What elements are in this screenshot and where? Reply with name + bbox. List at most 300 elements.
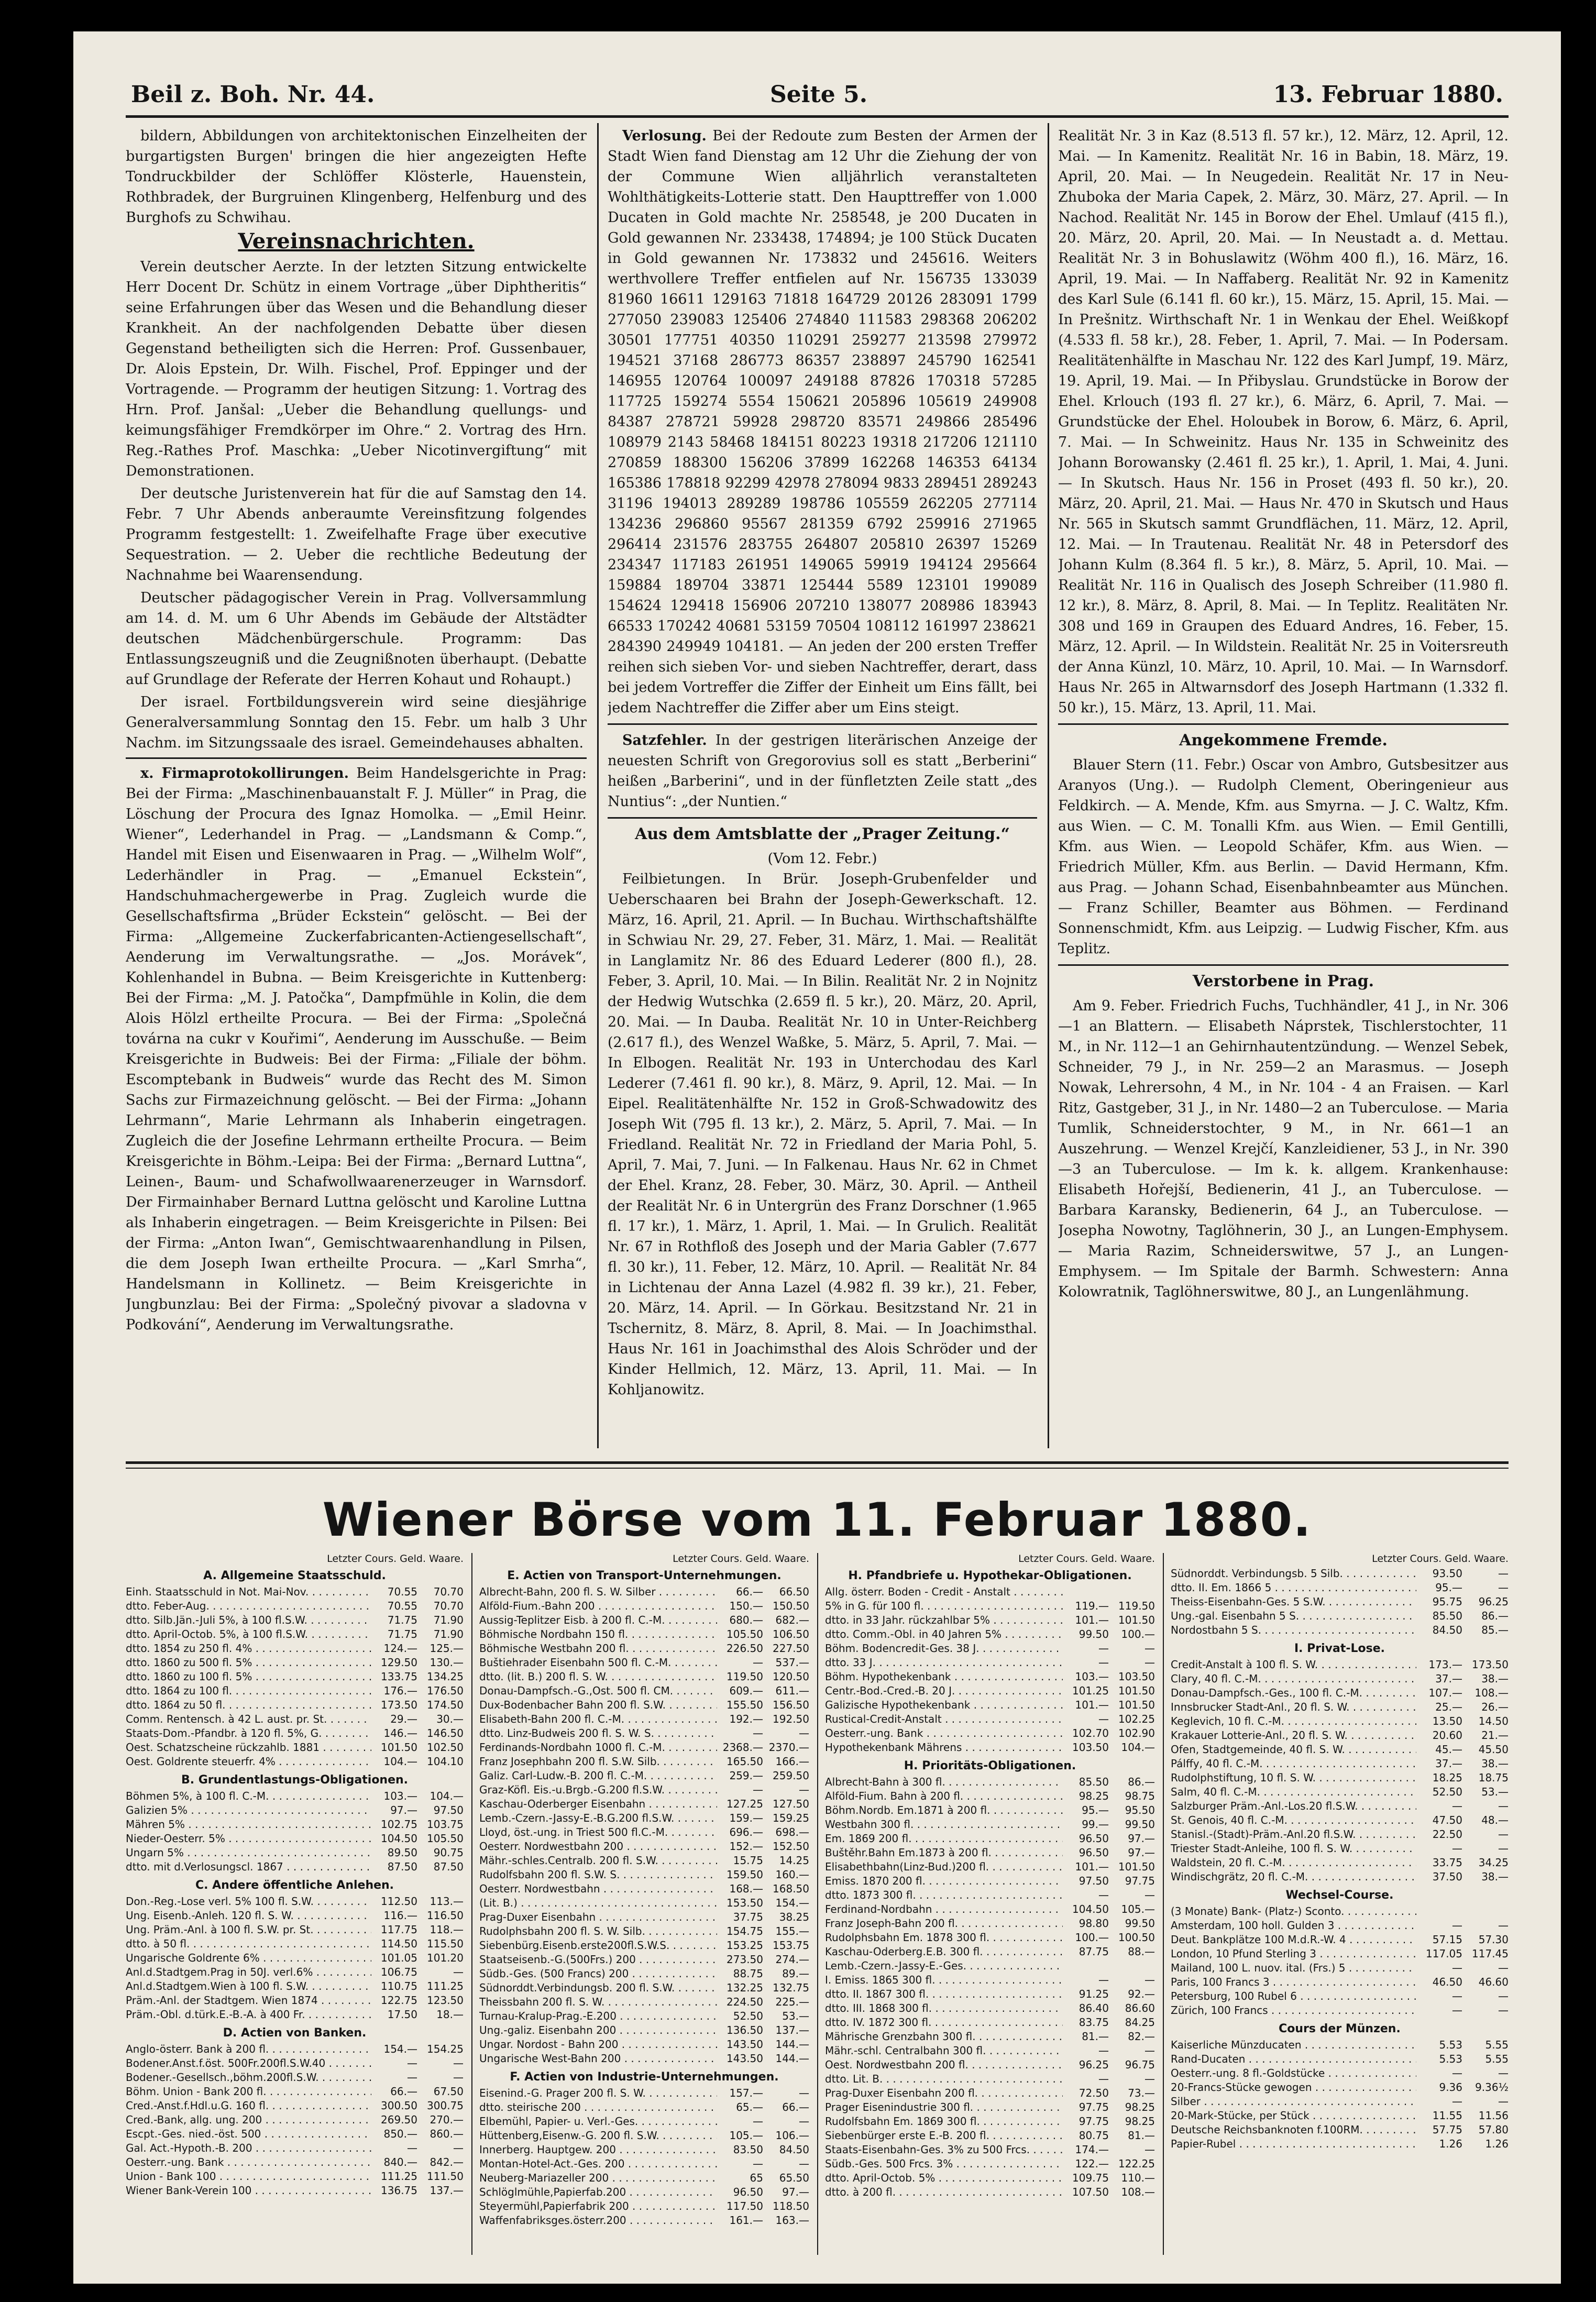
price-waare: 274.— (775, 1953, 809, 1966)
security-name: Böhmische Nordbahn 150 fl. . . . (479, 1627, 717, 1642)
price-waare: 48.— (1481, 1814, 1509, 1826)
boerse-section-title: F. Actien von Industrie-Unternehmungen. (510, 2070, 779, 2084)
price-waare: 98.25 (1125, 2115, 1155, 2128)
price-waare: — (453, 2142, 464, 2154)
price-waare: 152.50 (773, 1840, 809, 1853)
price-waare: 102.25 (1118, 1713, 1155, 1725)
price-waare: 11.56 (1478, 2109, 1509, 2122)
price-waare: — (1144, 1889, 1155, 1901)
price-waare: 65.50 (779, 2172, 809, 2184)
price-geld: 29.— (390, 1713, 417, 1725)
price-waare: 101.50 (1118, 1699, 1155, 1711)
price-waare: 2370.— (768, 1741, 809, 1754)
price-geld: 154.75 (727, 1925, 763, 1937)
boerse-row (1171, 1989, 1509, 2003)
price-geld: 226.50 (727, 1642, 763, 1655)
price-waare: 127.50 (773, 1798, 809, 1810)
price-geld: 70.55 (387, 1585, 417, 1598)
security-name: Ung. Eisenb.-Anleh. 120 fl. S. W. . . . (126, 1909, 371, 1923)
security-name: Windischgrätz, 20 fl. C.-M. . . . (1171, 1870, 1416, 1884)
boerse-row (825, 1585, 1155, 1599)
price-waare: 97.— (1128, 1846, 1155, 1859)
security-name: Emiss. 1870 200 fl. . . . (825, 1874, 1063, 1888)
price-waare: 300.75 (427, 2099, 464, 2112)
security-name: dtto. Linz-Budweis 200 fl. S. W. S. . . . (479, 1726, 717, 1741)
price-waare: 71.90 (433, 1628, 464, 1640)
boerse-section-title: H. Pfandbriefe u. Hypothekar-Obligationen. (848, 1569, 1132, 1582)
price-waare: 34.25 (1478, 1856, 1509, 1869)
security-name: Papier-Rubel . . . (1171, 2137, 1416, 2151)
price-geld: 224.50 (727, 1996, 763, 2008)
boerse-row (126, 1627, 464, 1642)
price-geld: 269.50 (381, 2113, 417, 2126)
security-name: Clary, 40 fl. C.-M. . . . (1171, 1672, 1416, 1686)
boerse-section-title: E. Actien von Transport-Unternehmungen. (507, 1569, 782, 1582)
price-geld: 18.25 (1432, 1771, 1462, 1784)
price-waare: 100.— (1121, 1628, 1155, 1640)
security-name: dtto. Feber-Aug. . . . (126, 1599, 371, 1613)
security-name: Südb.-Ges. (500 Francs) 200 . . . (479, 1967, 717, 1981)
price-waare: 123.50 (427, 1994, 464, 2007)
security-name: Böhm. Union - Bank 200 fl. . . . (126, 2085, 371, 2099)
boerse-column-3 (825, 1553, 1155, 2265)
boerse-row (1171, 1609, 1509, 1623)
price-geld: 112.50 (381, 1895, 417, 1908)
price-waare: 153.75 (773, 1939, 809, 1952)
security-name: Anglo-österr. Bank à 200 fl. . . . (126, 2042, 371, 2056)
price-geld: 97.50 (1078, 1875, 1109, 1887)
boerse-row (479, 1995, 809, 2009)
price-waare: 18.75 (1478, 1771, 1509, 1784)
security-name: dtto. Lit. B. . . . (825, 2072, 1063, 2086)
column-3 (1058, 126, 1509, 1446)
price-waare: 225.— (775, 1996, 809, 2008)
security-name: Don.-Reg.-Lose verl. 5% 100 fl. S.W. . . . (126, 1895, 371, 1909)
price-waare: 21.— (1481, 1729, 1509, 1742)
boerse-row (1171, 2080, 1509, 2095)
price-geld: 85.50 (1432, 1610, 1462, 1622)
boerse-section-title: B. Grundentlastungs-Obligationen. (181, 1774, 409, 1787)
price-geld: — (1098, 2073, 1109, 2085)
security-name: Theiss-Eisenbahn-Ges. 5 S.W. . . . (1171, 1595, 1416, 1609)
security-name: (Lit. B.) . . . (479, 1896, 717, 1910)
security-name: Lloyd, öst.-ung. in Triest 500 fl.C.-M. . . . (479, 1825, 717, 1840)
boerse-row (479, 1938, 809, 1953)
boerse-row (479, 1882, 809, 1896)
price-waare: 96.75 (1125, 2058, 1155, 2071)
security-name: dtto. mit d.Verlosungscl. 1867 . . . (126, 1860, 371, 1874)
security-name: Hüttenberg,Eisenw.-G. 200 fl. S.W. . . . (479, 2129, 717, 2143)
security-name: Silber . . . (1171, 2095, 1416, 2109)
price-waare: 1.26 (1485, 2138, 1509, 2150)
price-geld: 98.80 (1078, 1917, 1109, 1930)
boerse-row (825, 1902, 1155, 1917)
boerse-row (825, 1670, 1155, 1684)
security-name: Dux-Bodenbacher Bahn 200 fl. S.W. . . . (479, 1698, 717, 1712)
security-name: Staats-Dom.-Pfandbr. à 120 fl. 5%, G. . . . (126, 1726, 371, 1741)
price-geld: 96.50 (733, 2186, 763, 2198)
price-geld: 97.— (390, 1804, 417, 1816)
price-geld: — (1452, 1842, 1462, 1855)
price-waare: — (799, 2115, 809, 2128)
boerse-row (479, 1726, 809, 1741)
boerse-row (1171, 1700, 1509, 1714)
boerse-column-divider (1163, 1553, 1164, 2255)
price-waare: — (453, 1966, 464, 1978)
section-heading-verstorbene: Verstorbene in Prag. (1192, 972, 1374, 990)
price-waare: 137.— (430, 2184, 464, 2197)
price-waare: 45.50 (1478, 1743, 1509, 1756)
price-waare: — (1144, 2143, 1155, 2156)
boerse-row (479, 2009, 809, 2023)
issue-date: 13. Februar 1880. (1273, 81, 1503, 108)
price-geld: 102.75 (381, 1818, 417, 1831)
security-name: Oesterr. Nordwestbahn . . . (479, 1882, 717, 1896)
article-aerzte: Verein deutscher Aerzte. In der letzten Sitzung entwickelte Herr Docent Dr. Schütz in einem Vortrage „über Diphtheritis“ seine Erfahrungen über das Wesen und die Behandlung dieser Krankheit. An der nachfolgenden Debatte über diesen Gegenstand betheiligten sich die Herren: Prof. Gussenbauer, Dr. Alois Epstein, Dr. Wilh. Fischel, Prof. Eppinger und der Vortragende. — Programm der heutigen Sitzung: 1. Vortrag des Hrn. Prof. Janšal: „Ueber die Behandlung quellungs- und keimungsfähiger Fremdkörper im Ohre.“ 2. Vortrag des Hrn. Reg.-Rathes Prof. Maschka: „Ueber Nicotinvergiftung“ mit Demonstrationen. (126, 259, 587, 479)
price-geld: — (1452, 1962, 1462, 1974)
price-geld: 89.50 (387, 1846, 417, 1859)
price-geld: 72.50 (1078, 2087, 1109, 2099)
price-geld: 136.75 (381, 2184, 417, 2197)
boerse-row (1171, 1595, 1509, 1609)
security-name: Allg. österr. Boden - Credit - Anstalt . . . (825, 1585, 1063, 1599)
security-name: Buštěhr.Bahn Em.1873 à 200 fl. . . . (825, 1846, 1063, 1860)
security-name: Amsterdam, 100 holl. Gulden 3 . . . (1171, 1919, 1416, 1933)
security-name: Eisenind.-G. Prager 200 fl. S. W. . . . (479, 2086, 717, 2100)
boerse-row (479, 1981, 809, 1995)
boerse-row (1171, 1961, 1509, 1975)
security-name: Mährische Grenzbahn 300 fl. . . . (825, 2030, 1063, 2044)
price-waare: 106.50 (773, 1628, 809, 1640)
boerse-row (126, 2070, 464, 2085)
price-waare: 66.— (782, 2101, 809, 2113)
security-name: Gal. Act.-Hypoth.-B. 200 . . . (126, 2141, 371, 2155)
price-geld: — (1452, 2004, 1462, 2017)
security-name: Deutsche Reichsbanknoten f.100RM. . . . (1171, 2123, 1416, 2137)
security-name: Präm.-Anl. der Stadtgem. Wien 1874 . . . (126, 1993, 371, 2008)
price-geld: 159.50 (727, 1868, 763, 1881)
boerse-section-title: Cours der Münzen. (1279, 2022, 1401, 2035)
price-waare: 96.25 (1478, 1595, 1509, 1608)
boerse-row (479, 2129, 809, 2143)
boerse-row (825, 1775, 1155, 1789)
boerse-row (825, 1973, 1155, 1987)
boerse-column-divider (471, 1553, 472, 2255)
satzfehler-text: In der gestrigen literärischen Anzeige der neuesten Schrift von Gregorovius soll es statt „Berberini“ heißen „Barberini“, und in der fünfletzten Zeile statt „des Nuntius“: „der Nuntien.“ (608, 732, 1037, 810)
boerse-row (825, 2129, 1155, 2143)
boerse-row (479, 1967, 809, 1981)
price-waare: 105.50 (427, 1832, 464, 1845)
security-name: Rudolphsbahn Em. 1878 300 fl. . . . (825, 1931, 1063, 1945)
security-name: Oesterr. Nordwestbahn 200 . . . (479, 1840, 717, 1854)
boerse-row (126, 1726, 464, 1741)
price-waare: 174.50 (427, 1699, 464, 1711)
security-name: Rudolphsbahn 200 fl. S. W. Silb. . . . (479, 1924, 717, 1938)
price-waare: 682.— (775, 1614, 809, 1626)
price-geld (1063, 1585, 1109, 1599)
security-name: Escpt.-Ges. nied.-öst. 500 . . . (126, 2127, 371, 2141)
price-geld: 103.50 (1072, 1741, 1109, 1754)
price-waare: 130.— (430, 1656, 464, 1669)
price-waare: 113.— (430, 1895, 464, 1908)
boerse-row (825, 1613, 1155, 1627)
price-geld: 93.50 (1432, 1567, 1462, 1580)
price-geld: 86.40 (1078, 2002, 1109, 2014)
price-waare: 132.75 (773, 1981, 809, 1994)
security-name: Bodener.-Gesellsch.,böhm.200fl.S.W. . . . (126, 2070, 371, 2085)
price-geld: 96.50 (1078, 1846, 1109, 1859)
security-name: Paris, 100 Francs 3 . . . (1171, 1975, 1416, 1989)
security-name: Pálffy, 40 fl. C.-M. . . . (1171, 1757, 1416, 1771)
price-waare: 166.— (775, 1755, 809, 1768)
security-name: Mailand, 100 L. nuov. ital. (Frs.) 5 . . . (1171, 1961, 1416, 1975)
price-geld: 157.— (729, 2087, 763, 2099)
price-waare: 99.50 (1125, 1818, 1155, 1831)
boerse-row (126, 1993, 464, 2008)
boerse-row (825, 1987, 1155, 2001)
security-name: Kaiserliche Münzducaten . . . (1171, 2038, 1416, 2052)
price-geld: 83.75 (1078, 2016, 1109, 2029)
price-geld: 840.— (383, 2156, 417, 2168)
firmaprotokoll-title: x. Firmaprotokollirungen. (140, 765, 349, 781)
security-name: dtto. II. Em. 1866 5 . . . (1171, 1581, 1416, 1595)
price-waare: 103.50 (1118, 1670, 1155, 1683)
security-name: Südb.-Ges. 500 Frcs. 3% . . . (825, 2157, 1063, 2171)
security-name: Ungarische Goldrente 6% . . . (126, 1951, 371, 1965)
security-name: dtto. 1854 zu 250 fl. 4% . . . (126, 1642, 371, 1656)
price-waare: 84.50 (779, 2143, 809, 2156)
boerse-row (825, 2185, 1155, 2199)
boerse-row (126, 1684, 464, 1698)
section-heading-vereinsnachrichten: Vereinsnachrichten. (238, 229, 475, 254)
price-waare: — (1144, 1642, 1155, 1655)
price-geld: — (1098, 1889, 1109, 1901)
boerse-row (1171, 1743, 1509, 1757)
price-geld: 850.— (383, 2128, 417, 2140)
price-geld: — (1452, 2067, 1462, 2079)
boerse-row (126, 1965, 464, 1979)
price-geld: 259.— (729, 1769, 763, 1782)
security-name: Einh. Staatsschuld in Not. Mai-Nov. . . . (126, 1585, 371, 1599)
price-waare: 18.— (436, 2008, 464, 2021)
price-geld: 11.55 (1432, 2109, 1462, 2122)
article-satzfehler (608, 730, 1037, 812)
price-geld: 127.25 (727, 1798, 763, 1810)
boerse-row (825, 1627, 1155, 1642)
price-waare: 88.— (1128, 1945, 1155, 1958)
price-waare: 87.50 (433, 1860, 464, 1873)
security-name: Ung.-gal. Eisenbahn 5 S. . . . (1171, 1609, 1416, 1623)
security-name: Nieder-Oesterr. 5% . . . (126, 1832, 371, 1846)
price-geld: 37.50 (1432, 1870, 1462, 1883)
price-geld: 103.— (1075, 1670, 1109, 1683)
boerse-row (1171, 1947, 1509, 1961)
security-name: Lemb.-Czern.-Jassy-E.-Ges. . . . (825, 1959, 1063, 1973)
boerse-row (1171, 2066, 1509, 2080)
security-name: Rudolphstiftung, 10 fl. S. W. . . . (1171, 1771, 1416, 1785)
boerse-row (825, 1684, 1155, 1698)
security-name: Böhm. Bodencredit-Ges. 38 J. . . . (825, 1642, 1063, 1656)
price-geld: 95.75 (1432, 1595, 1462, 1608)
boerse-row (126, 2008, 464, 2022)
price-geld: 57.75 (1432, 2123, 1462, 2136)
security-name: Zürich, 100 Francs . . . (1171, 2003, 1416, 2018)
price-waare: 144.— (775, 2038, 809, 2051)
price-geld: 133.75 (381, 1670, 417, 1683)
price-geld: 159.— (729, 1812, 763, 1824)
price-waare: 146.50 (427, 1727, 464, 1739)
security-name: Ofen, Stadtgemeinde, 40 fl. S. W. . . . (1171, 1743, 1416, 1757)
security-name: Oest. Schatzscheine rückzahlb. 1881 . . . (126, 1741, 371, 1755)
price-geld: — (1098, 1656, 1109, 1669)
security-name: Oest. Nordwestbahn 200 fl. . . . (825, 2058, 1063, 2072)
price-waare: 116.50 (427, 1909, 464, 1922)
security-name: Oest. Goldrente steuerfr. 4% . . . (126, 1755, 371, 1769)
price-geld: — (1098, 1642, 1109, 1655)
price-waare: 192.50 (773, 1713, 809, 1725)
article-feilbietungen: Feilbietungen. In Brür. Joseph-Grubenfelder und Ueberschaaren bei Brahn der Joseph-Gewerkschaft. 12. März, 16. April, 21. April. — In Buchau. Wirthschaftshälfte in Schwiau Nr. 29, 27. Feber, 31. März, 1. Mai. — Realität in Langlamitz Nr. 86 des Eduard Lederer (800 fl.), 28. Feber, 3. April, 10. Mai. — In Bilin. Realität Nr. 2 in Nojnitz der Hedwig Wutschka (2.659 fl. 5 kr.), 20. März, 20. April, 20. Mai. — In Dauba. Realität Nr. 10 in Unter-Reichberg (2.617 fl.), des Wenzel Waßke, 5. März, 5. April, 7. Mai. — In Elbogen. Realität Nr. 193 in Unterchodau des Karl Lederer (7.461 fl. 90 kr.), 8. März, 9. April, 12. Mai. — In Eipel. Realitätenhälfte Nr. 152 in Groß-Schwadowitz des Joseph Wit (795 fl. 13 kr.), 2. März, 5. April, 7. Mai. — In Friedland. Realität Nr. 72 in Friedland der Maria Pohl, 5. April, 7. Mai, 7. Juni. — In Falkenau. Haus Nr. 62 in Chmet der Ehel. Kranz, 28. Feber, 30. März, 30. April. — Antheil der Realität Nr. 6 in Untergrün des Franz Dorschner (1.965 fl. 17 kr.), 1. März, 1. April, 1. Mai. — In Grulich. Realität Nr. 67 in Rothfloß des Joseph und der Maria Gabler (7.677 fl. 30 kr.), 11. Feber, 12. März, 10. April. — Realität Nr. 84 in Lichtenau der Anna Lazel (4.982 fl. 39 kr.), 21. Feber, 20. März, 14. April. — In Görkau. Besitzstand Nr. 21 in Tschernitz, 8. März, 8. April, 8. Mai. — In Joachimsthal. Haus Nr. 161 in Joachimsthal des Alois Schröder und der Kinder Hellmich, 12. März, 13. April, 11. Mai. — In Kohljanowitz. (608, 871, 1037, 1398)
boerse-row (126, 2099, 464, 2113)
price-geld: 83.50 (733, 2143, 763, 2156)
boerse-row (479, 1825, 809, 1840)
price-geld: 46.50 (1432, 1976, 1462, 1988)
price-geld: 13.50 (1432, 1715, 1462, 1727)
boerse-row (479, 1854, 809, 1868)
boerse-row (825, 2058, 1155, 2072)
security-name: Turnau-Kralup-Prag.-E.200 . . . (479, 2009, 717, 2023)
header-rule (126, 115, 1509, 118)
boerse-row (1171, 1975, 1509, 1989)
price-geld: 173.— (1428, 1658, 1462, 1671)
price-waare: 97.— (1128, 1832, 1155, 1845)
price-waare: — (1498, 2095, 1509, 2108)
security-name: dtto. April-Octob. 5%, à 100 fl.S.W. . . . (126, 1627, 371, 1642)
boerse-column-header: Letzter Cours. Geld. Waare. (327, 1553, 464, 1565)
security-name: Siebenbürger erste E.-B. 200 fl. . . . (825, 2129, 1063, 2143)
security-name: Credit-Anstalt à 100 fl. S. W. . . . (1171, 1658, 1416, 1672)
boerse-row (825, 1599, 1155, 1613)
price-geld: — (753, 1783, 763, 1796)
boerse-column-4 (1171, 1553, 1509, 2265)
boerse-section-title: D. Actien von Banken. (223, 2026, 367, 2040)
price-waare: 270.— (430, 2113, 464, 2126)
price-geld: 70.55 (387, 1600, 417, 1612)
boerse-row (126, 1818, 464, 1832)
price-geld: — (753, 2157, 763, 2170)
security-name: Comm. Rentensch. à 42 L. aust. pr. St. . . . (126, 1712, 371, 1726)
security-name: Oesterr.-ung. Bank . . . (126, 2155, 371, 2169)
price-geld: — (753, 2115, 763, 2128)
security-name: Montan-Hotel-Act.-Ges. 200 . . . (479, 2157, 717, 2171)
price-waare: 102.90 (1118, 1727, 1155, 1739)
article-verstorbene: Am 9. Feber. Friedrich Fuchs, Tuchhändler, 41 J., in Nr. 306—1 an Blattern. — Elisabeth Náprstek, Tischlerstochter, 11 M., in Nr. 112—1 an Gehirnhautentzündung. — Wenzel Sebek, Schneider, 79 J., in Nr. 259—2 an Marasmus. — Joseph Nowak, Lehrersohn, 4 M., in Nr. 104 - 4 an Fraisen. — Karl Ritz, Gastgeber, 31 J., in Nr. 1480—2 an Tuberculose. — Maria Tumlik, Schneiderstochter, 9 M., in Nr. 661—1 an Auszehrung. — Wenzel Krejčí, Kanzleidiener, 53 J., in Nr. 390—3 an Tuberculose. — Im k. k. allgem. Krankenhause: Elisabeth Hořejší, Bedienerin, 41 J., an Tuberculose. — Barbara Karansky, Bedienerin, 64 J., an Tuberculose. — Josepha Nowotny, Taglöhnerin, 30 J., an Lungen-Emphysem. — Maria Razim, Schneiderswitwe, 57 J., an Lungen-Emphysem. — Im Spitale der Barmh. Schwestern: Anna Kolowratnik, Taglöhnerswitwe, 80 J., an Lungenlähmung. (1058, 998, 1509, 1300)
boerse-row (1171, 1785, 1509, 1799)
boerse-row (1171, 1919, 1509, 1933)
price-geld: 109.75 (1072, 2172, 1109, 2184)
price-geld: 52.50 (733, 2010, 763, 2022)
price-geld: 9.36 (1439, 2081, 1462, 2094)
price-waare: 5.55 (1485, 2053, 1509, 2065)
price-waare: 103.75 (427, 1818, 464, 1831)
boerse-row (1171, 2109, 1509, 2123)
issue-label: Beil z. Boh. Nr. 44. (131, 81, 375, 108)
price-geld: 680.— (729, 1614, 763, 1626)
boerse-row (479, 2185, 809, 2199)
price-geld: 37.75 (733, 1911, 763, 1923)
security-name: Cred.-Anst.f.Hdl.u.G. 160 fl. . . . (126, 2099, 371, 2113)
price-waare: — (1498, 1919, 1509, 1932)
price-geld: 173.50 (381, 1699, 417, 1711)
boerse-row (1171, 1658, 1509, 1672)
security-name: Mähr.-schl. Centralbahn 300 fl. . . . (825, 2044, 1063, 2058)
boerse-row (479, 1924, 809, 1938)
price-geld: 47.50 (1432, 1814, 1462, 1826)
boerse-row (479, 2157, 809, 2171)
price-waare: 57.30 (1478, 1933, 1509, 1946)
boerse-row (479, 1670, 809, 1684)
price-waare: — (1144, 2044, 1155, 2057)
security-name: Ungarn 5% . . . (126, 1846, 371, 1860)
security-name: London, 10 Pfund Sterling 3 . . . (1171, 1947, 1416, 1961)
security-name: Rudolfsbahn Em. 1869 300 fl. . . . (825, 2114, 1063, 2129)
price-waare: 860.— (430, 2128, 464, 2140)
boerse-row (479, 2171, 809, 2185)
price-waare: 86.— (1481, 1610, 1509, 1622)
security-name: Staatseisenb.-G.(500Frs.) 200 . . . (479, 1953, 717, 1967)
price-waare: — (799, 2157, 809, 2170)
boerse-section-title: I. Privat-Lose. (1294, 1642, 1385, 1655)
price-geld: — (1098, 1713, 1109, 1725)
boerse-row (479, 1642, 809, 1656)
boerse-row (479, 1910, 809, 1924)
security-name: dtto. III. 1868 300 fl. . . . (825, 2001, 1063, 2015)
price-geld: 65.— (736, 2101, 763, 2113)
price-waare: 99.50 (1125, 1917, 1155, 1930)
boerse-row (1171, 2137, 1509, 2151)
boerse-row (1171, 1933, 1509, 1947)
satzfehler-title: Satzfehler. (622, 732, 707, 748)
boerse-row (126, 1712, 464, 1726)
verlosung-text: Bei der Redoute zum Besten der Armen der Stadt Wien fand Dienstag am 12 Uhr die Ziehung der von der Commune Wien alljährlich veranstalteten Wohlthätigkeits-Lotterie statt. Den Haupttreffer von 1.000 Ducaten in Gold machte Nr. 258548, je 200 Ducaten in Gold gewannen Nr. 233438, 174894; je 100 Stück Ducaten in Gold gewannen Nr. 173832 und 245616. Weiters werthvollere Treffer entfielen auf Nr. 156735 133039 81960 16611 129163 71818 164729 20126 283091 1799 277050 239083 125406 274840 111583 298368 206202 30501 177751 40350 110291 259277 213598 279972 194521 37168 286773 86357 238897 245790 162541 146955 120764 100097 249188 87826 170318 57285 117725 159274 5554 150621 205896 105619 249908 84387 278721 59928 298720 83571 249866 285496 108979 2143 58468 184151 80223 19318 217206 121110 270859 188300 156206 37899 162268 146353 64134 165386 178818 92299 42978 278094 9833 289451 289243 31196 194013 289289 198786 105559 262205 277114 134236 296860 95567 281359 6792 259916 271965 296414 231576 283755 264807 205810 26397 15269 234347 117183 261951 149065 59919 194124 295664 159884 189704 33871 125444 5589 123101 199089 154624 129418 156906 207210 138077 208986 183943 66533 170242 40681 53159 70504 108112 161997 238621 284390 249949 104181. — An jeden der 200 ersten Treffer reihen sich sieben Vor- und sieben Nachtreffer, derart, dass bei jedem Vortreffer die Ziffer der Einheit um Eins fällt, bei jedem Nachtreffer die Ziffer aber um Eins steigt. (608, 128, 1037, 716)
boerse-row (825, 1832, 1155, 1846)
security-name: dtto. April-Octob. 5% . . . (825, 2171, 1063, 2185)
boerse-row (825, 2044, 1155, 2058)
price-waare: 125.— (430, 1642, 464, 1655)
price-waare: 122.25 (1118, 2157, 1155, 2170)
boerse-row (479, 2114, 809, 2129)
price-waare: 26.— (1481, 1701, 1509, 1713)
boerse-row (1171, 2123, 1509, 2137)
divider (126, 757, 587, 759)
price-geld (1416, 1904, 1462, 1919)
price-geld: 154.— (383, 2043, 417, 2055)
security-name: Krakauer Lotterie-Anl., 20 fl. S. W. . . . (1171, 1728, 1416, 1743)
security-name: Anl.d.Stadtgem.Wien à 100 fl. S.W. . . . (126, 1979, 371, 1993)
security-name: Theissbahn 200 fl. S. W. . . . (479, 1995, 717, 2009)
boerse-row (479, 1953, 809, 1967)
boerse-row (479, 2086, 809, 2100)
price-geld: 5.53 (1439, 2053, 1462, 2065)
section-heading-fremde: Angekommene Fremde. (1179, 731, 1388, 750)
price-waare: — (1498, 1581, 1509, 1594)
price-geld: 110.75 (381, 1980, 417, 1992)
price-geld: 143.50 (727, 2052, 763, 2065)
boerse-column-header: Letzter Cours. Geld. Waare. (1372, 1553, 1509, 1565)
column-2 (608, 126, 1037, 1446)
price-geld: 107.— (1428, 1687, 1462, 1699)
price-geld: — (1452, 1990, 1462, 2002)
boerse-row (126, 2113, 464, 2127)
